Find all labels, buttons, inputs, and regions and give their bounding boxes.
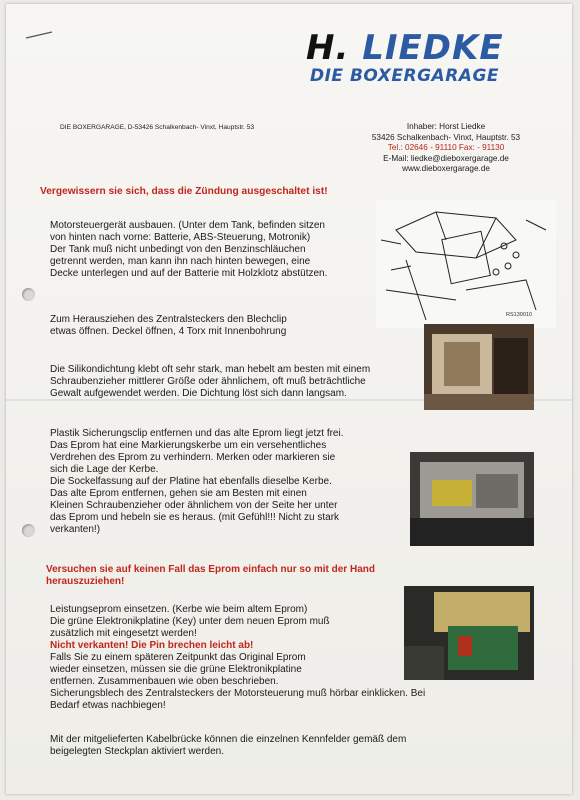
punch-hole (22, 288, 35, 301)
text-line: von hinten nach vorne: Batterie, ABS-Steuerung, Motronik) (50, 232, 311, 243)
ecu-photo-1-icon (424, 324, 534, 410)
step-seal (50, 364, 370, 400)
step-insert (50, 604, 425, 712)
text-line: Mit der mitgelieferten Kabelbrücke können die einzelnen Kennfelder gemäß dem (50, 734, 407, 745)
step-cable (50, 734, 406, 758)
website: www.dieboxergarage.de (402, 164, 490, 173)
logo-subtitle: DIE BOXERGARAGE (310, 66, 500, 86)
text-line: Das alte Eprom entfernen, gehen sie am Besten mit einen (50, 488, 307, 499)
pen-mark (24, 30, 54, 40)
logo-mark: LIEDKE (362, 28, 504, 68)
text-line: Zum Herausziehen des Zentralsteckers den Blechclip (50, 314, 287, 325)
warning-pins: Nicht verkanten! Die Pin brechen leicht ab! (50, 640, 254, 651)
text-line: zusätzlich mit eingesetzt werden! (50, 628, 197, 639)
ecu-diagram-icon (376, 200, 556, 328)
text-line: beigelegten Steckplan aktiviert werden. (50, 746, 224, 757)
text-line: Die Sockelfassung auf der Platine hat ebenfalls dieselbe Kerbe. (50, 476, 332, 487)
logo-initial: H. (306, 28, 350, 68)
text-line: Versuchen sie auf keinen Fall das Eprom einfach nur so mit der Hand (46, 564, 375, 575)
text-line: Der Tank muß nicht unbedingt von den Benzinschläuchen (50, 244, 306, 255)
owner: Inhaber: Horst Liedke (406, 122, 486, 131)
text-line: Das Eprom hat eine Markierungskerbe um ein versehentliches (50, 440, 327, 451)
text-line: herauszuziehen! (46, 576, 125, 587)
text-line: das Eprom und hebeln sie es heraus. (mit Gefühl!!! Nicht zu stark (50, 512, 340, 523)
text-line: wieder einsetzen, müssen sie die grüne Elektronikplatine (50, 664, 302, 675)
address: 53426 Schalkenbach- Vinxt, Hauptstr. 53 (371, 132, 521, 142)
text-line: Leistungseprom einsetzen. (Kerbe wie beim altem Eprom) (50, 604, 308, 615)
text-line: Decke unterlegen und auf der Batterie mit Holzklotz abstützen. (50, 268, 328, 279)
warning-ignition: Vergewissern sie sich, dass die Zündung ausgeschaltet ist! (40, 186, 328, 197)
ecu-photo-2-icon (410, 452, 534, 546)
sender-line: DIE BOXERGARAGE, D-53426 Schalkenbach- Vinxt, Hauptstr. 53 (60, 124, 255, 131)
text-line: Die Silikondichtung klebt oft sehr stark, man hebelt am besten mit einem (50, 364, 371, 375)
text-line: Kleinen Schraubenzieher oder ähnlichem von der Seite her unter (50, 500, 338, 511)
text-line: etwas öffnen. Deckel öffnen, 4 Torx mit Innenbohrung (50, 326, 287, 337)
text-line: Verdrehen des Eprom zu verhindern. Merken oder markieren sie (50, 452, 336, 463)
punch-hole (22, 524, 35, 537)
text-line: Schraubenzieher mittlerer Größe oder ähnlichem, oft muß beträchtliche (50, 376, 366, 387)
text-line: sich die Lage der Kerbe. (50, 464, 159, 475)
diagram-caption: RS130010 (506, 312, 532, 318)
text-line: Motorsteuergerät ausbauen. (Unter dem Tank, befinden sitzen (50, 220, 325, 231)
text-line: Bedarf etwas nachbiegen! (50, 700, 166, 711)
text-line: Die grüne Elektronikplatine (Key) unter dem neuen Eprom muß (50, 616, 330, 627)
phone-fax: Tel.: 02646 - 91110 Fax: - 91130 (387, 143, 505, 152)
document-page (6, 4, 572, 794)
text-line: entfernen. Zusammenbauen wie oben beschrieben. (50, 676, 279, 687)
company-logo (306, 30, 546, 86)
text-line: Gewalt aufgewendet werden. Die Dichtung löst sich dann langsam. (50, 388, 347, 399)
step-connector (50, 314, 287, 338)
contact-block (336, 122, 556, 175)
text-line: getrennt werden, man kann ihn nach hinten bewegen, eine (50, 256, 311, 267)
step-eprom-removal (50, 428, 344, 536)
warning-pull (46, 564, 375, 588)
text-line: verkanten!) (50, 524, 101, 535)
text-line: Plastik Sicherungsclip entfernen und das alte Eprom liegt jetzt frei. (50, 428, 344, 439)
text-line: Falls Sie zu einem späteren Zeitpunkt das Original Eprom (50, 652, 306, 663)
ecu-photo-3-icon (404, 586, 534, 680)
text-line: Sicherungsblech des Zentralsteckers der Motorsteuerung muß hörbar einklicken. Bei (50, 688, 426, 699)
email: E-Mail: liedke@dieboxergarage.de (383, 153, 509, 163)
step-remove-ecu (50, 220, 327, 280)
